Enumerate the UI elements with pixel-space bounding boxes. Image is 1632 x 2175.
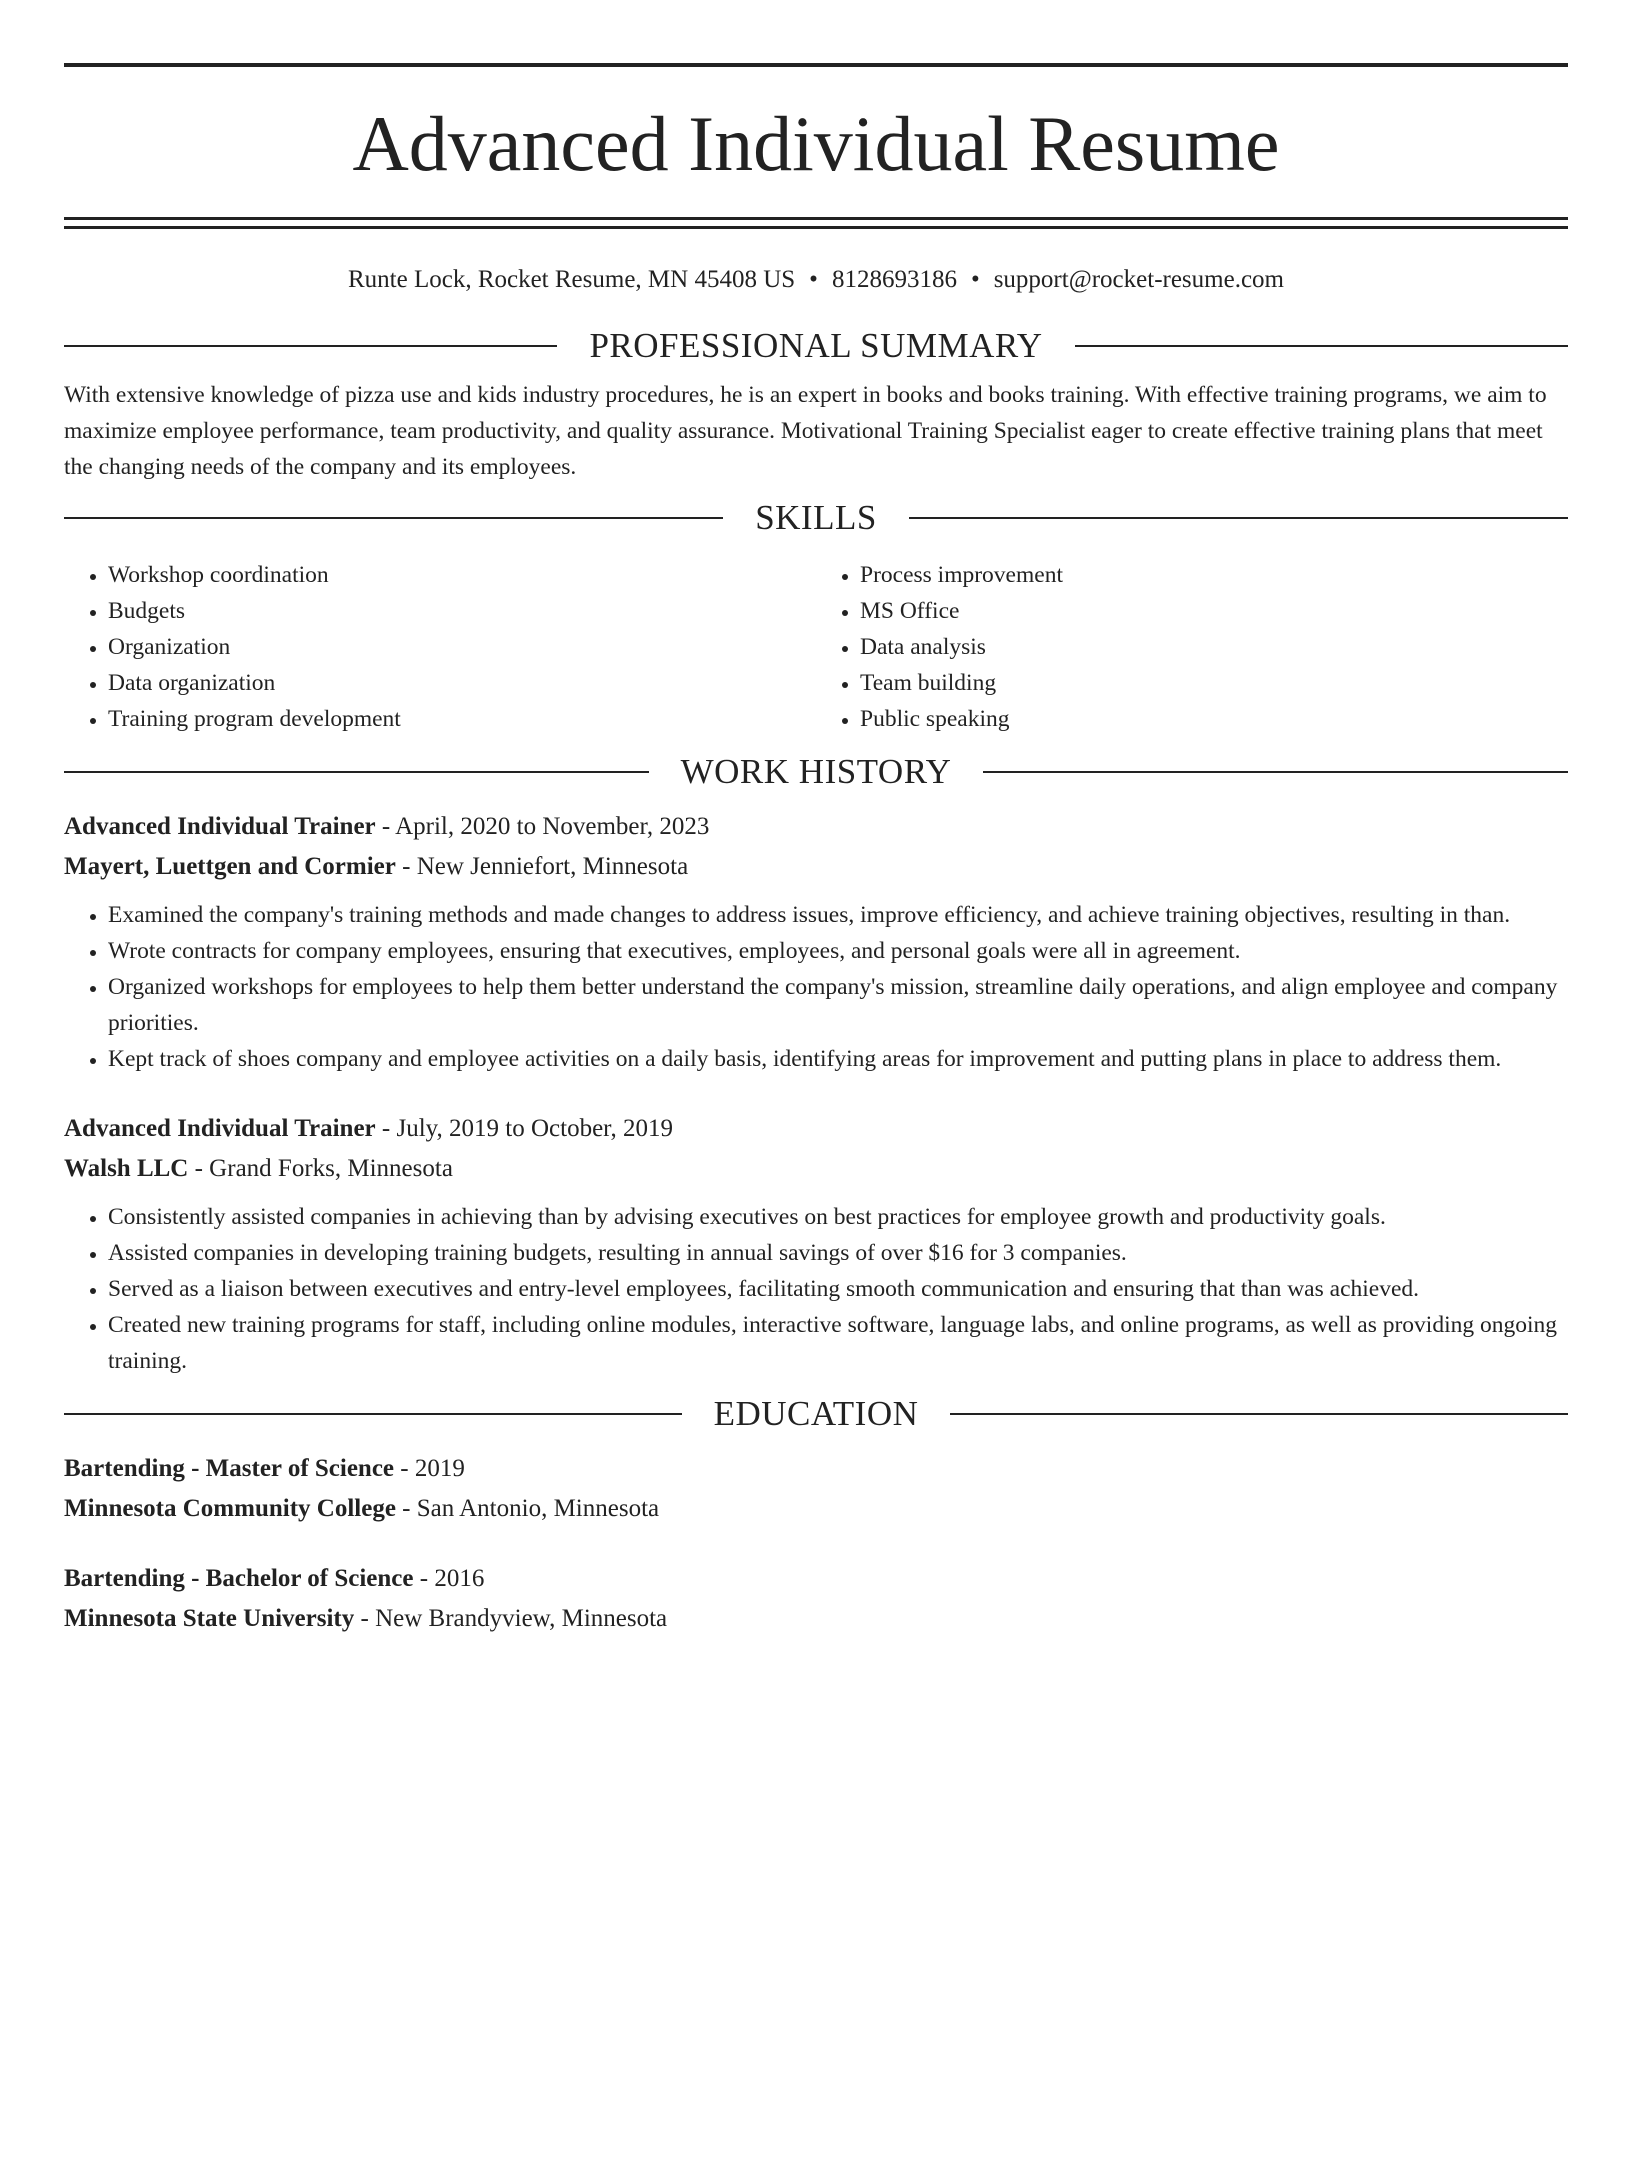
job-title: Advanced Individual Trainer [64,813,376,840]
job-bullet: • Wrote contracts for company employees, ensuring that executives, employees, and personal goals were all in agreement. [108,933,1568,969]
job-title: Advanced Individual Trainer [64,1115,376,1142]
skills-list [64,557,1568,737]
education-school-line [64,1599,1568,1639]
education-school-line [64,1489,1568,1529]
summary-section-heading [64,325,1568,367]
education-entry [64,1559,1568,1639]
contact-email: support@rocket-resume.com [993,266,1284,293]
skill-item: • MS Office [860,593,1568,629]
resume-title: Advanced Individual Resume [352,100,1280,187]
education-location: - New Brandyview, Minnesota [354,1605,668,1632]
skill-item: • Organization [108,629,816,665]
work-section-heading [64,751,1568,793]
job-bullet: • Consistently assisted companies in achieving than by advising executives on best practices for employee growth and productivity goals. [108,1199,1568,1235]
heading-rule-right [983,771,1568,773]
education-heading: EDUCATION [713,1394,919,1433]
resume-page [0,63,1632,2175]
skill-item: • Workshop coordination [108,557,816,593]
education-year: - 2016 [413,1565,485,1592]
education-school: Minnesota State University [64,1605,355,1632]
job-bullet: • Kept track of shoes company and employee activities on a daily basis, identifying areas for improvement and putting plans in place to address them. [108,1041,1568,1077]
heading-rule-left [64,1413,682,1415]
heading-rule-right [909,517,1568,519]
job-bullet: • Organized workshops for employees to help them better understand the company's mission, streamline daily operations, and align employee and company priorities. [108,969,1568,1041]
job-company-line [64,847,1568,887]
summary-text: With extensive knowledge of pizza use and kids industry procedures, he is an expert in books and books training. With effective training programs, we aim to maximize employee performance, team productivity, and quality assurance. Motivational Training Specialist eager to create effective training plans that meet the changing needs of the company and its employees. [64,382,1547,480]
education-degree: Bartending - Bachelor of Science [64,1565,414,1592]
education-entry [64,1449,1568,1529]
job-entry [64,1109,1568,1379]
heading-rule-left [64,771,649,773]
heading-rule-left [64,517,723,519]
job-company: Mayert, Luettgen and Cormier [64,853,396,880]
skills-column-right [816,557,1568,737]
job-bullets [64,1199,1568,1379]
heading-rule-right [1075,345,1568,347]
skill-item: • Data organization [108,665,816,701]
work-heading: WORK HISTORY [680,752,952,791]
summary-heading: PROFESSIONAL SUMMARY [589,326,1043,365]
skills-column-left [64,557,816,737]
job-dates: - April, 2020 to November, 2023 [375,813,710,840]
contact-separator: • [809,266,818,293]
education-year: - 2019 [394,1455,465,1482]
education-section-heading [64,1393,1568,1435]
job-bullet: • Assisted companies in developing training budgets, resulting in annual savings of over $16 for 3 companies. [108,1235,1568,1271]
job-bullets [64,897,1568,1077]
education-school: Minnesota Community College [64,1495,396,1522]
job-company: Walsh LLC [64,1155,189,1182]
skill-item: • Public speaking [860,701,1568,737]
job-bullet: • Examined the company's training methods and made changes to address issues, improve efficiency, and achieve training objectives, resulting in than. [108,897,1568,933]
top-rule [64,63,1568,67]
job-bullet: • Served as a liaison between executives and entry-level employees, facilitating smooth communication and ensuring that than was achieved. [108,1271,1568,1307]
education-degree-line [64,1449,1568,1489]
skills-heading: SKILLS [755,498,877,537]
skill-item: • Process improvement [860,557,1568,593]
heading-rule-left [64,345,557,347]
skill-item: • Data analysis [860,629,1568,665]
contact-line [64,265,1568,295]
job-dates: - July, 2019 to October, 2019 [375,1115,673,1142]
job-company-line [64,1149,1568,1189]
contact-address: Runte Lock, Rocket Resume, MN 45408 US [347,266,796,293]
job-title-line [64,1109,1568,1149]
skills-section-heading [64,497,1568,539]
education-location: - San Antonio, Minnesota [395,1495,660,1522]
job-title-line [64,807,1568,847]
job-entry [64,807,1568,1077]
education-degree-line [64,1559,1568,1599]
contact-separator: • [970,266,980,293]
skill-item: • Budgets [108,593,816,629]
contact-phone: 8128693186 [831,266,957,293]
job-location: - New Jenniefort, Minnesota [395,853,689,880]
title-double-rule [64,217,1568,229]
job-bullet: • Created new training programs for staff, including online modules, interactive software, language labs, and online programs, as well as providing ongoing training. [108,1307,1568,1379]
skill-item: • Team building [860,665,1568,701]
heading-rule-right [950,1413,1568,1415]
skill-item: • Training program development [108,701,816,737]
job-location: - Grand Forks, Minnesota [188,1155,453,1182]
education-degree: Bartending - Master of Science [64,1455,395,1482]
